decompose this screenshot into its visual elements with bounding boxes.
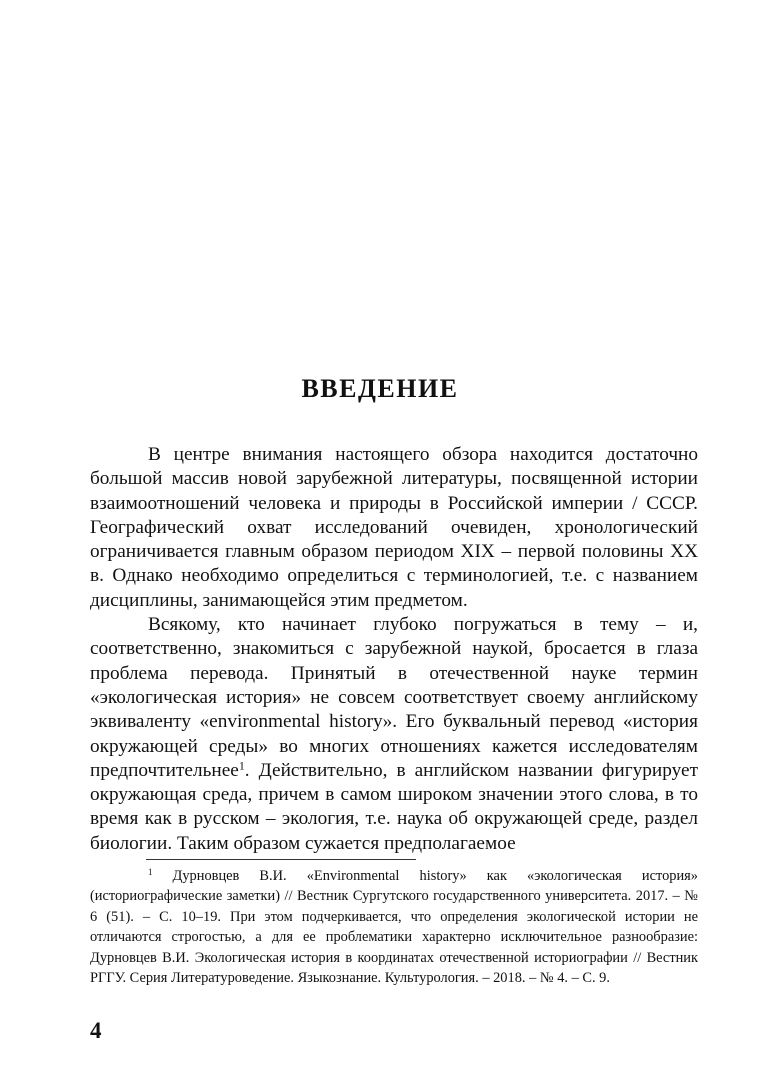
footnote xyxy=(90,866,698,988)
footnote-number: 1 xyxy=(148,867,153,878)
paragraph-2 xyxy=(90,613,698,856)
body-text xyxy=(90,443,698,856)
paragraph-2-text-before-ref: Всякому, кто начинает глубоко погружаться в тему – и, соответственно, знакомиться с зарубежной наукой, бросается в глаза проблема перевода. Принятый в отечественной науке термин «экологическая история» не совсем соответствует своему английскому эквиваленту «environmental history». Его буквальный перевод «история окружающей среды» во многих отношениях кажется исследователям предпочтительнее xyxy=(90,614,698,781)
footnote-text: Дурновцев В.И. «Environmental history» как «экологическая история» (историографические заметки) // Вестник Сургутского государственного университета. 2017. – № 6 (51). – С. 10–19. При этом подчеркивается, что определения экологической истории не отличаются строгостью, а для ее проблематики характерно исключительное разнообразие: Дурновцев В.И. Экологическая история в координатах отечественной историографии // Вестник РГГУ. Серия Литературоведение. Языкознание. Культурология. – 2018. – № 4. – С. 9. xyxy=(90,868,698,987)
chapter-heading: ВВЕДЕНИЕ xyxy=(301,374,459,403)
paragraph-1: В центре внимания настоящего обзора находится достаточно большой массив новой зарубежной литературы, посвященной истории взаимоотношений человека и природы в Российской империи / СССР. Географический охват исследований очевиден, хронологический ограничивается главным образом периодом XIX – первой половины XX в. Однако необходимо определиться с терминологией, т.е. с названием дисциплины, занимающейся этим предметом. xyxy=(90,444,698,611)
paragraph-2-text-after-ref: . Действительно, в английском названии фигурирует окружающая среда, причем в самом широком значении этого слова, в то время как в русском – экология, т.е. наука об окружающей среде, раздел биологии. Таким образом сужается предполагаемое xyxy=(90,759,698,854)
footnote-reference: 1 xyxy=(238,758,245,773)
page-number: 4 xyxy=(90,1018,102,1043)
footnote-divider xyxy=(146,859,416,860)
